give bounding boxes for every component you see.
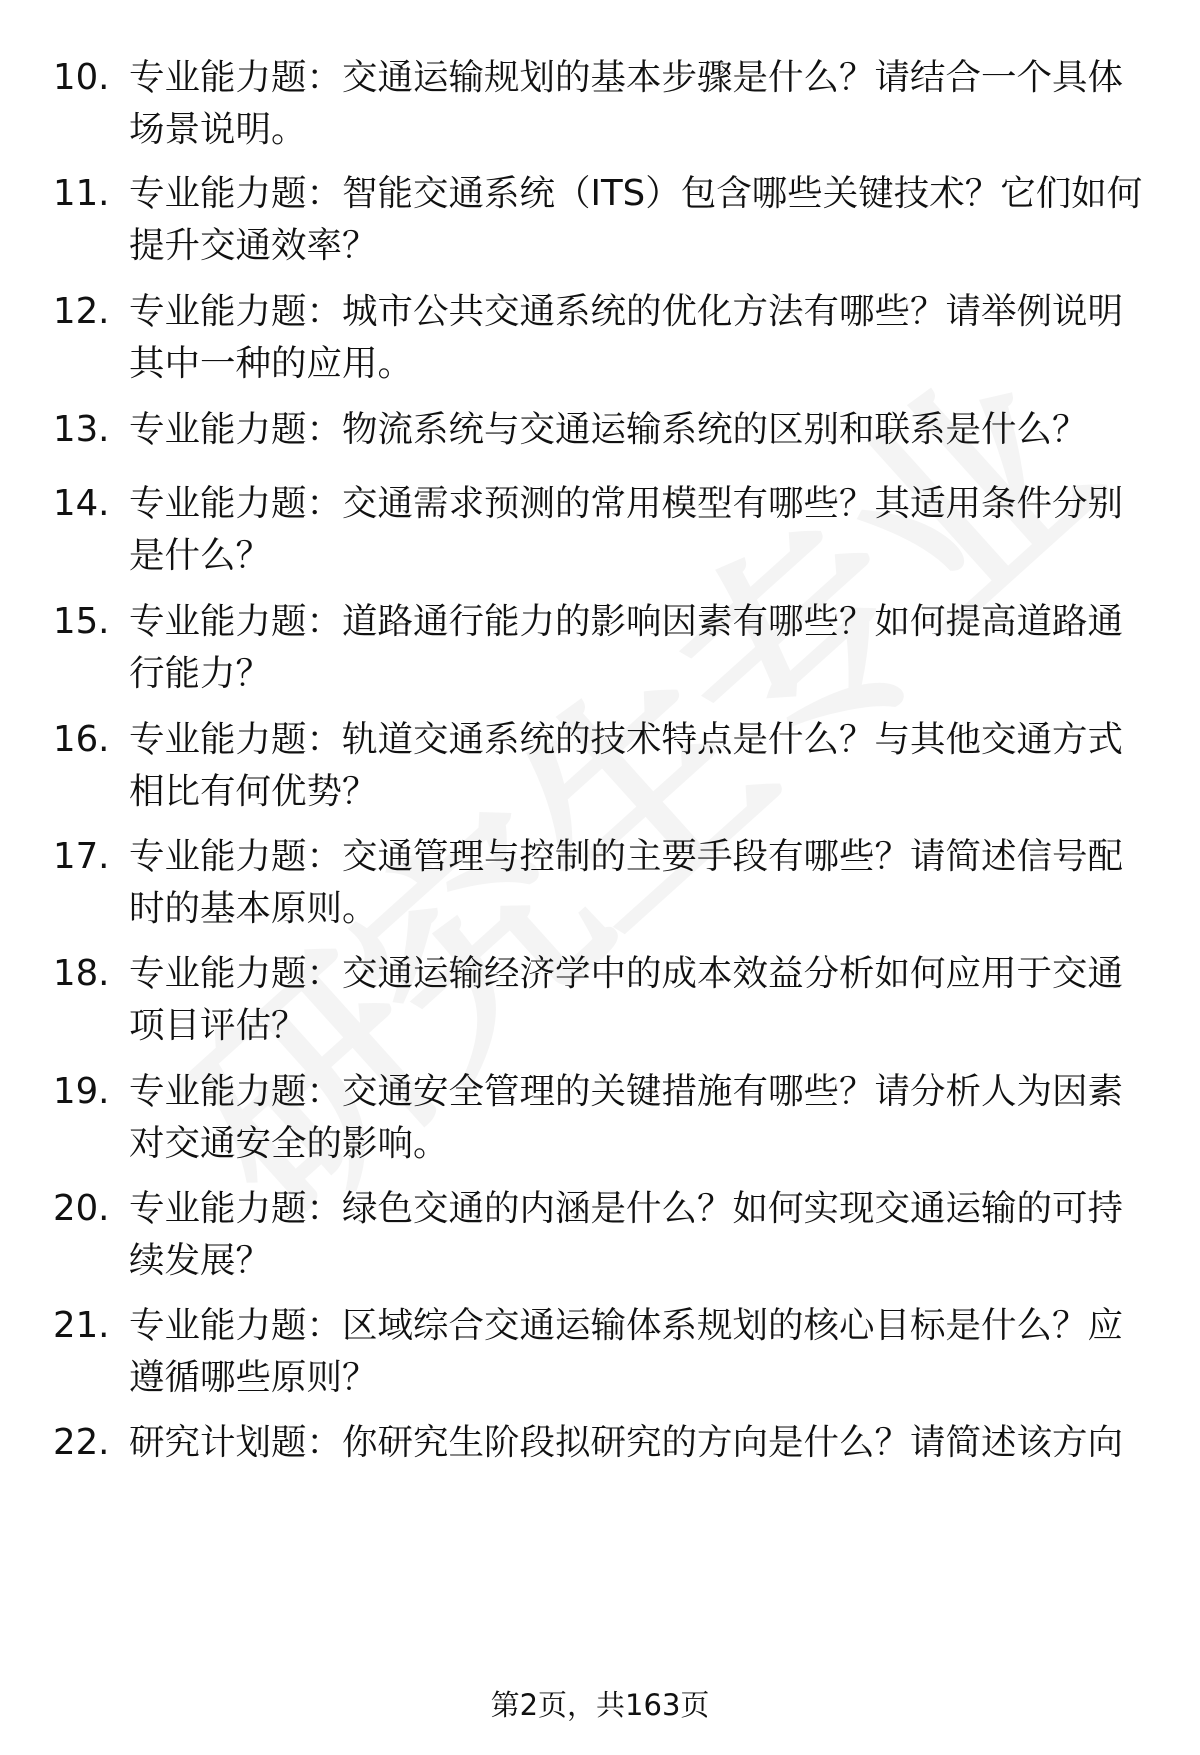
question-number: 10. [53, 57, 110, 98]
question-number: 13. [53, 409, 110, 450]
question-line: 对交通安全的影响。 [129, 1123, 449, 1164]
question-line: 续发展？ [129, 1240, 272, 1281]
question-line: 专业能力题：城市公共交通系统的优化方法有哪些？请举例说明 [129, 291, 1124, 332]
question-line: 专业能力题：交通需求预测的常用模型有哪些？其适用条件分别 [129, 483, 1124, 524]
question-text [129, 948, 1161, 1052]
page-footer: 第2页，共163页 [490, 1688, 710, 1722]
question-text [129, 478, 1161, 582]
question-line: 专业能力题：交通管理与控制的主要手段有哪些？请简述信号配 [129, 836, 1124, 877]
question-line: 专业能力题：轨道交通系统的技术特点是什么？与其他交通方式 [129, 719, 1124, 760]
question-text [129, 1417, 1161, 1469]
question-number: 12. [53, 291, 110, 332]
question-line: 是什么？ [129, 535, 272, 576]
question-line: 相比有何优势？ [129, 771, 378, 812]
question-line: 行能力？ [129, 653, 272, 694]
question-line: 其中一种的应用。 [129, 343, 414, 384]
question-line: 提升交通效率？ [129, 225, 378, 266]
question-number: 17. [53, 836, 110, 877]
question-number: 11. [53, 173, 110, 214]
question-line: 专业能力题：绿色交通的内涵是什么？如何实现交通运输的可持 [129, 1188, 1124, 1229]
question-line: 专业能力题：区域综合交通运输体系规划的核心目标是什么？应 [129, 1305, 1124, 1346]
question-text [129, 1300, 1161, 1404]
question-text [129, 1183, 1161, 1287]
question-text [129, 831, 1161, 935]
question-number: 18. [53, 953, 110, 994]
question-text [129, 52, 1161, 156]
question-text [129, 596, 1161, 700]
question-text [129, 286, 1161, 390]
question-line: 专业能力题：道路通行能力的影响因素有哪些？如何提高道路通 [129, 601, 1124, 642]
question-line: 专业能力题：交通运输规划的基本步骤是什么？请结合一个具体 [129, 57, 1124, 98]
question-line: 专业能力题：交通运输经济学中的成本效益分析如何应用于交通 [129, 953, 1124, 994]
question-text [129, 168, 1161, 272]
question-number: 20. [53, 1188, 110, 1229]
question-number: 14. [53, 483, 110, 524]
question-number: 16. [53, 719, 110, 760]
question-text [129, 714, 1161, 818]
question-line: 专业能力题：交通安全管理的关键措施有哪些？请分析人为因素 [129, 1071, 1124, 1112]
question-line: 专业能力题：智能交通系统（ITS）包含哪些关键技术？它们如何 [129, 173, 1143, 214]
question-line: 时的基本原则。 [129, 888, 378, 929]
question-line: 项目评估？ [129, 1005, 307, 1046]
question-number: 15. [53, 601, 110, 642]
question-text [129, 404, 1161, 456]
question-number: 21. [53, 1305, 110, 1346]
question-line: 研究计划题：你研究生阶段拟研究的方向是什么？请简述该方向 [129, 1422, 1124, 1463]
question-line: 场景说明。 [129, 109, 307, 150]
question-line: 遵循哪些原则？ [129, 1357, 378, 1398]
question-text [129, 1066, 1161, 1170]
question-line: 专业能力题：物流系统与交通运输系统的区别和联系是什么？ [129, 409, 1088, 450]
question-number: 19. [53, 1071, 110, 1112]
question-number: 22. [53, 1422, 110, 1463]
